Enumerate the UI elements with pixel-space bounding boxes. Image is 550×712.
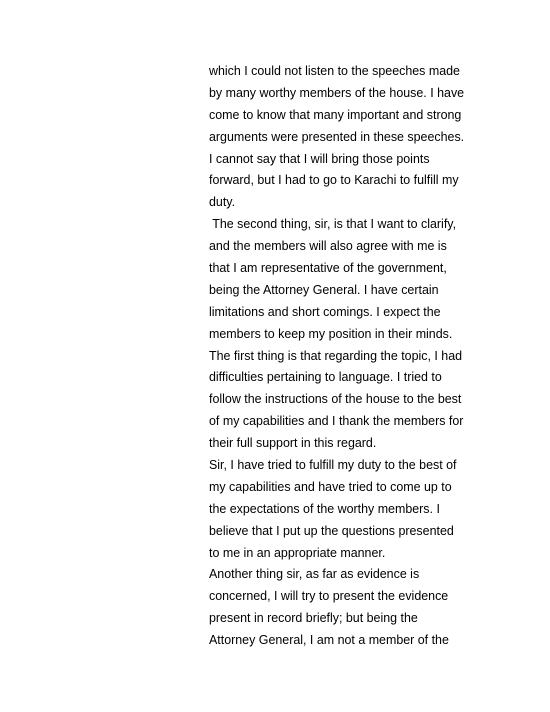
text-line: arguments were presented in these speeches. [209, 129, 465, 144]
text-line: believe that I put up the questions presented [209, 523, 454, 538]
text-line: Attorney General, I am not a member of the [209, 633, 449, 648]
text-line: forward, but I had to go to Karachi to fulfill my [209, 173, 459, 188]
text-line: by many worthy members of the house. I have [209, 85, 465, 100]
text-line: and the members will also agree with me is [209, 239, 447, 254]
text-line: to me in an appropriate manner. [209, 545, 386, 560]
text-line: the expectations of the worthy members. I [209, 501, 440, 516]
text-line: present in record briefly; but being the [209, 611, 418, 626]
text-line: Another thing sir, as far as evidence is [209, 567, 420, 582]
text-line: duty. [209, 195, 236, 210]
text-line: limitations and short comings. I expect the [209, 304, 441, 319]
text-line: concerned, I will try to present the evidence [209, 589, 449, 604]
text-line: which I could not listen to the speeches made [209, 64, 460, 78]
speech-transcript-text [209, 61, 479, 652]
text-line: my capabilities and have tried to come up to [209, 479, 452, 494]
text-line: their full support in this regard. [209, 436, 377, 451]
text-line: follow the instructions of the house to the best [209, 392, 462, 407]
text-line: The first thing is that regarding the topic, I had [209, 348, 463, 363]
text-line: The second thing, sir, is that I want to clarify, [209, 217, 457, 232]
text-line: of my capabilities and I thank the members for [209, 414, 464, 429]
text-line: I cannot say that I will bring those points [209, 151, 430, 166]
text-line: being the Attorney General. I have certain [209, 282, 439, 297]
text-line: difficulties pertaining to language. I tried to [209, 370, 442, 385]
text-line: that I am representative of the government, [209, 261, 447, 276]
text-line: Sir, I have tried to fulfill my duty to the best of [209, 458, 457, 473]
text-line: members to keep my position in their minds. [209, 326, 453, 341]
text-line: come to know that many important and strong [209, 107, 462, 122]
